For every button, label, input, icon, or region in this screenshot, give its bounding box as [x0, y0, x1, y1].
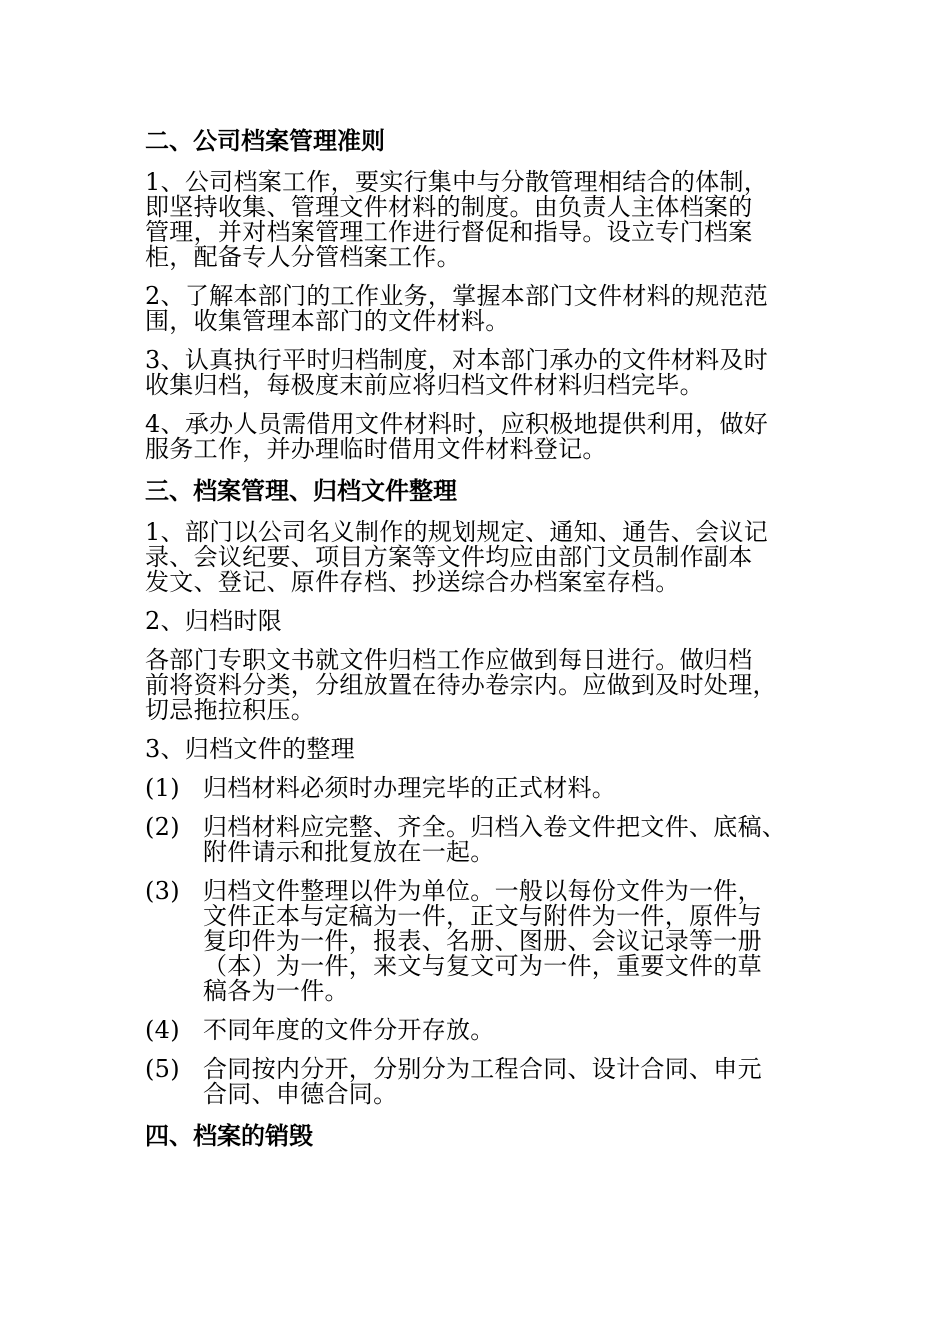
- text-line: 柜，配备专人分管档案工作。: [145, 243, 461, 271]
- text-line: 3、认真执行平时归档制度，对本部门承办的文件材料及时: [145, 346, 769, 374]
- text-line: （本）为一件，来文与复文可为一件，重要文件的草: [203, 952, 762, 980]
- text-line: 收集归档，每极度末前应将归档文件材料归档完毕。: [145, 371, 704, 399]
- text-line: 1、公司档案工作，要实行集中与分散管理相结合的体制，: [145, 168, 769, 196]
- text-line: 文件正本与定稿为一件，正文与附件为一件，原件与: [203, 902, 762, 930]
- text-line: 2、归档时限: [145, 607, 283, 635]
- text-line: 服务工作，并办理临时借用文件材料登记。: [145, 435, 607, 463]
- list-item-body: [203, 1018, 495, 1043]
- paragraph-archive-system: [145, 170, 815, 270]
- list-item-body: [203, 1057, 762, 1107]
- list-item-number: (4): [145, 1016, 180, 1044]
- text-line: 归档材料应完整、齐全。归档入卷文件把文件、底稿、: [203, 813, 787, 841]
- paragraph-filing-organization: [145, 737, 815, 762]
- paragraph-department-documents: [145, 520, 815, 595]
- text-line: 复印件为一件，报表、名册、图册、会议记录等一册: [203, 927, 762, 955]
- text-line: 2、了解本部门的工作业务，掌握本部门文件材料的规范范: [145, 282, 769, 310]
- list-item: [145, 1057, 815, 1107]
- list-item: [145, 879, 815, 1004]
- text-line: 前将资料分类，分组放置在待办卷宗内。应做到及时处理，: [145, 671, 777, 699]
- text-line: 管理，并对档案管理工作进行督促和指导。设立专门档案: [145, 218, 753, 246]
- text-line: 各部门专职文书就文件归档工作应做到每日进行。做归档: [145, 646, 753, 674]
- text-line: 围，收集管理本部门的文件材料。: [145, 307, 510, 335]
- paragraph-borrowing: [145, 412, 815, 462]
- text-line: 录、会议纪要、项目方案等文件均应由部门文员制作副本: [145, 543, 753, 571]
- text-line: 归档材料必须时办理完毕的正式材料。: [203, 774, 617, 802]
- list-item-body: [203, 879, 762, 1004]
- text-line: 发文、登记、原件存档、抄送综合办档案室存档。: [145, 568, 680, 596]
- text-line: 即坚持收集、管理文件材料的制度。由负责人主体档案的: [145, 193, 753, 221]
- list-item: [145, 776, 815, 801]
- paragraph-daily-filing: [145, 648, 815, 723]
- list-item-number: (1): [145, 774, 180, 802]
- text-line: 1、部门以公司名义制作的规划规定、通知、通告、会议记: [145, 518, 769, 546]
- text-line: 附件请示和批复放在一起。: [203, 838, 495, 866]
- list-item-number: (5): [145, 1055, 180, 1083]
- section-heading-archive-rules: 二、公司档案管理准则: [145, 127, 385, 155]
- text-line: 切忌拖拉积压。: [145, 696, 316, 724]
- text-line: 合同、申德合同。: [203, 1080, 398, 1108]
- paragraph-filing-system: [145, 348, 815, 398]
- list-item: [145, 1018, 815, 1043]
- text-line: 3、归档文件的整理: [145, 735, 355, 763]
- paragraph-filing-deadline: [145, 609, 815, 634]
- list-item: [145, 815, 815, 865]
- document-page: [145, 126, 815, 1165]
- text-line: 不同年度的文件分开存放。: [203, 1016, 495, 1044]
- text-line: 合同按内分开，分别分为工程合同、设计合同、申元: [203, 1055, 762, 1083]
- section-heading-archive-management: 三、档案管理、归档文件整理: [145, 477, 457, 505]
- list-item-body: [203, 815, 786, 865]
- paragraph-department-business: [145, 284, 815, 334]
- list-item-number: (2): [145, 813, 180, 841]
- section-heading-archive-destruction: 四、档案的销毁: [145, 1122, 313, 1150]
- list-item-number: (3): [145, 877, 180, 905]
- text-line: 归档文件整理以件为单位。一般以每份文件为一件，: [203, 877, 762, 905]
- text-line: 稿各为一件。: [203, 977, 349, 1005]
- text-line: 4、承办人员需借用文件材料时，应积极地提供利用，做好: [145, 410, 769, 438]
- list-item-body: [203, 776, 616, 801]
